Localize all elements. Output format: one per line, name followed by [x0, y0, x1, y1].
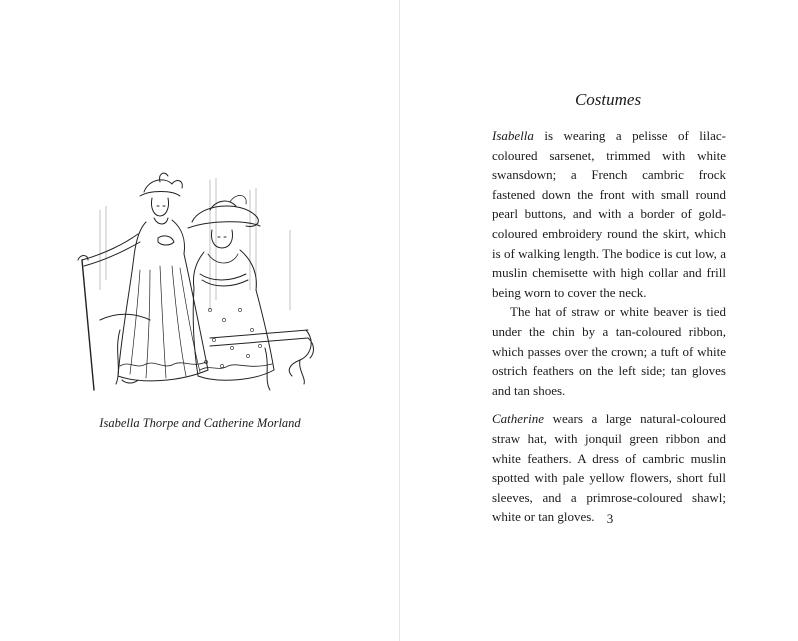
catherine-name: Catherine — [492, 411, 544, 427]
paragraph-catherine — [492, 409, 726, 527]
isabella-name: Isabella — [492, 128, 534, 143]
section-heading: Costumes — [574, 90, 642, 109]
figure-catherine — [188, 195, 274, 380]
paragraph-hat: The hat of straw or white beaver is tied under the chin by a tan-coloured ribbon, which passes over the crown; a tuft of white ostrich feathers on the left side; tan gloves and tan shoes. — [492, 304, 726, 398]
paragraph-isabella — [492, 126, 726, 302]
paragraph-text: is wearing a pelisse of lilac-coloured sarsenet, trimmed with white swansdown; a French cambric frock fastened down the front with small round pearl buttons, and with a border of gold-coloured embroidery round the skirt, which is of walking length. The bodice is cut low, a muslin chemisette with high collar and frill being worn to cover the neck. — [492, 128, 726, 300]
paragraph-text: wears a large natural-coloured straw hat, with jonquil green ribbon and white feathers. A dress of cambric muslin spotted with pale yellow flowers, short full sleeves, and a primrose-coloured shawl; white or tan gloves. — [492, 411, 726, 525]
page-number: 3 — [606, 511, 614, 526]
background-hatching — [100, 178, 290, 310]
illustration-caption: Isabella Thorpe and Catherine Morland — [99, 416, 301, 430]
costume-description-text — [492, 126, 726, 527]
figure-isabella — [78, 173, 208, 390]
illustration-two-ladies-seated — [60, 170, 320, 402]
right-page — [400, 0, 798, 641]
